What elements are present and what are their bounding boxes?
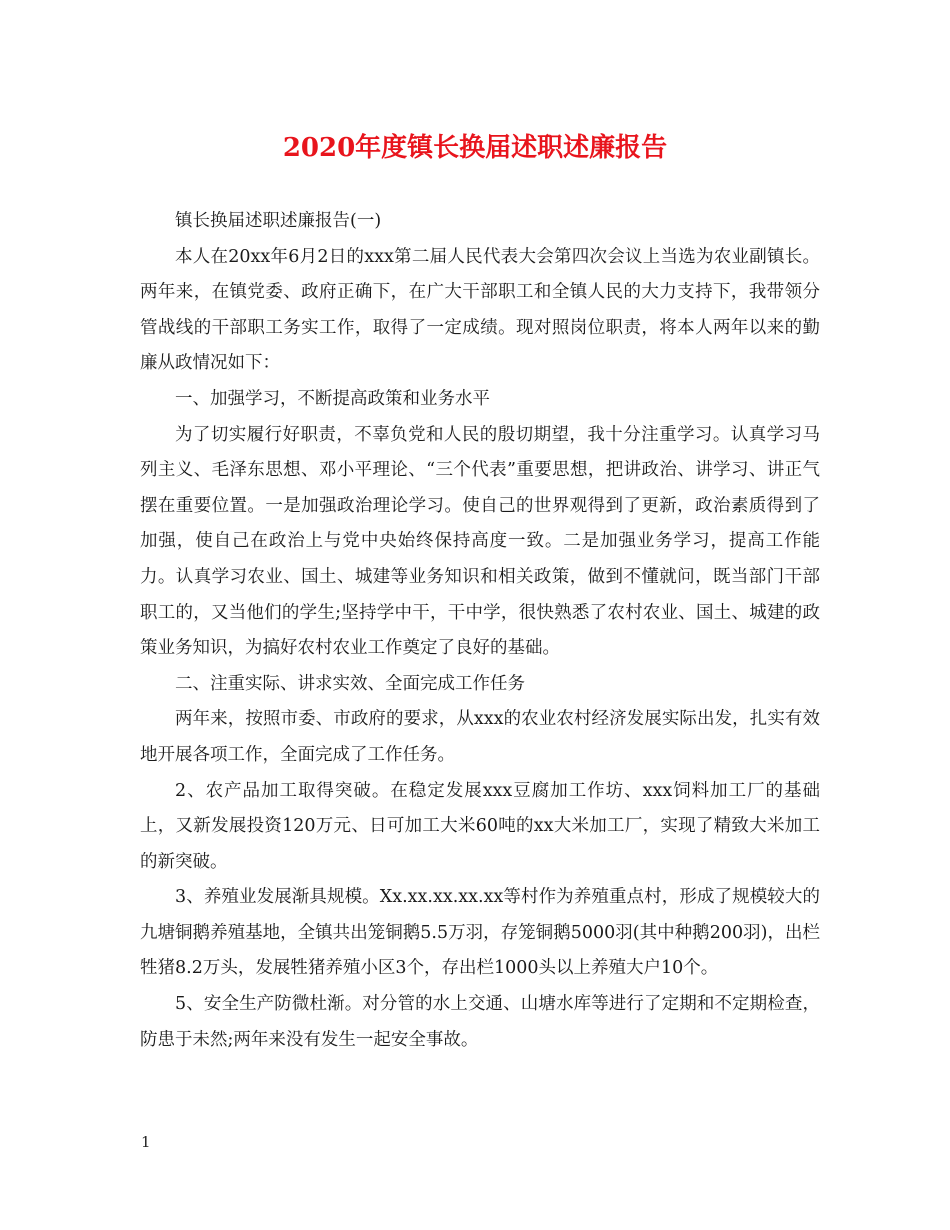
paragraph-safety: 5、安全生产防微杜渐。对分管的水上交通、山塘水库等进行了定期和不定期检查，防患于未然;两年来没有发生一起安全事故。: [140, 994, 820, 1050]
paragraph-intro: 本人在20xx年6月2日的xxx第二届人民代表大会第四次会议上当选为农业副镇长。两年来，在镇党委、政府正确下，在广大干部职工和全镇人民的大力支持下，我带领分管战线的干部职工务实工作，取得了一定成绩。现对照岗位职责，将本人两年以来的勤廉从政情况如下：: [140, 246, 820, 374]
document-body: [140, 204, 820, 1058]
paragraph-study: 为了切实履行好职责，不辜负党和人民的殷切期望，我十分注重学习。认真学习马列主义、毛泽东思想、邓小平理论、“三个代表”重要思想，把讲政治、讲学习、讲正气摆在重要位置。一是加强政治理论学习。使自己的世界观得到了更新，政治素质得到了加强，使自己在政治上与党中央始终保持高度一致。二是加强业务学习，提高工作能力。认真学习农业、国土、城建等业务知识和相关政策，做到不懂就问，既当部门干部职工的，又当他们的学生;坚持学中干，干中学，很快熟悉了农村农业、国土、城建的政策业务知识，为搞好农村农业工作奠定了良好的基础。: [140, 424, 820, 659]
paragraph-processing: 2、农产品加工取得突破。在稳定发展xxx豆腐加工作坊、xxx饲料加工厂的基础上，又新发展投资120万元、日可加工大米60吨的xx大米加工厂，实现了精致大米加工的新突破。: [140, 780, 820, 872]
page-number: 1: [141, 1133, 151, 1151]
paragraph-tasks: 两年来，按照市委、市政府的要求，从xxx的农业农村经济发展实际出发，扎实有效地开展各项工作，全面完成了工作任务。: [140, 709, 820, 765]
section-heading-2: 二、注重实际、讲求实效、全面完成工作任务: [175, 673, 525, 694]
paragraph-breeding: 3、养殖业发展渐具规模。Xx.xx.xx.xx.xx等村作为养殖重点村，形成了规模较大的九塘铜鹅养殖基地，全镇共出笼铜鹅5.5万羽，存笼铜鹅5000羽(其中种鹅200羽)，出栏牲猪8.2万头，发展牲猪养殖小区3个，存出栏1000头以上养殖大户10个。: [140, 887, 820, 979]
section-heading-1: 一、加强学习，不断提高政策和业务水平: [175, 388, 490, 409]
document-title: 2020年度镇长换届述职述廉报告: [282, 133, 668, 163]
paragraph-subtitle: 镇长换届述职述廉报告(一): [175, 211, 382, 231]
